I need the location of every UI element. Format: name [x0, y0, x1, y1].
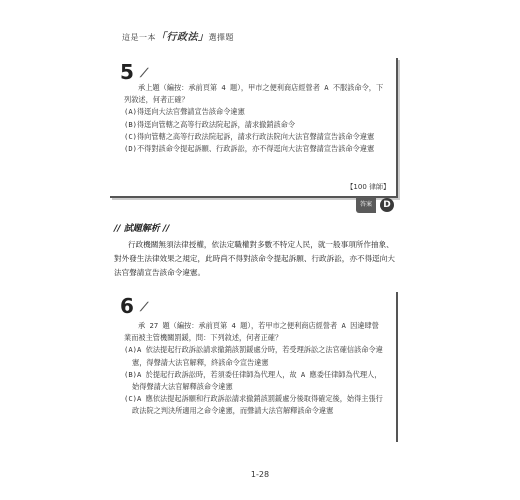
- question-stem: 承 27 題（編按：承前頁第 4 題），若甲市之便利商店經營者 A 因違肆營業而被主管機關罰鍰，問：下列敘述，何者正確？: [124, 321, 379, 343]
- running-header: [122, 28, 234, 43]
- analysis-title: // 試題解析 //: [114, 224, 170, 234]
- question-source: 【100 律師】: [346, 183, 390, 191]
- question-5-text: [124, 82, 386, 155]
- answer-tab-label: 答案: [356, 197, 376, 213]
- question-number: 5: [120, 60, 134, 84]
- option-b: (B)得逕向管轄之高等行政法院起訴，請求撤銷該命令: [124, 119, 296, 129]
- swoosh-icon: ⟋: [140, 66, 149, 80]
- option-a: (A)得逕向大法官聲請宣告該命令違憲: [124, 107, 245, 117]
- option-c: (C)A 應依法提起訴願和行政訴訟請求撤銷該罰鍰處分後取得確定後，始得主張行政法院之判決所適用之命令違憲，而聲請大法官解釋該命令違憲: [124, 394, 383, 416]
- swoosh-icon: ⟋: [140, 300, 149, 314]
- option-c: (C)得向管轄之高等行政法院起訴，請求行政法院向大法官聲請宣告該命令違憲: [124, 131, 375, 141]
- question-stem: 承上題（編按：承前頁第 4 題），甲市之便利商店經營者 A 不服該命令，下列敘述，何者正確？: [124, 83, 384, 105]
- header-prefix: 這是一本: [122, 33, 156, 42]
- question-number: 6: [120, 294, 134, 318]
- option-b: (B)A 於提起行政訴訟時，若須委任律師為代理人，故 A 應委任律師為代理人，始得聲請大法官解釋該命令違憲: [124, 369, 382, 392]
- answer-letter: D: [380, 198, 394, 212]
- option-a: (A)A 依法提起行政訴訟請求撤銷該罰鍰處分時，若受理訴訟之法官確信該命令違憲，得聲請大法官解釋，終該命令宣告違憲: [124, 345, 383, 367]
- question-6-text: [124, 320, 386, 418]
- page-number: 1-28: [250, 470, 270, 479]
- analysis-body: 行政機關無須法律授權，依法定職權對多數不特定人民，就一般事項所作抽象、對外發生法律效果之規定，此時尚不得對該命令提起訴願、行政訴訟，亦不得逕向大法官聲請宣告該命令違憲。: [114, 240, 395, 277]
- header-brand: 「行政法」: [156, 32, 209, 43]
- option-d: (D)不得對該命令提起訴願、行政訴訟，亦不得逕向大法官聲請宣告該命令違憲: [124, 144, 375, 154]
- header-suffix: 選擇題: [208, 33, 234, 42]
